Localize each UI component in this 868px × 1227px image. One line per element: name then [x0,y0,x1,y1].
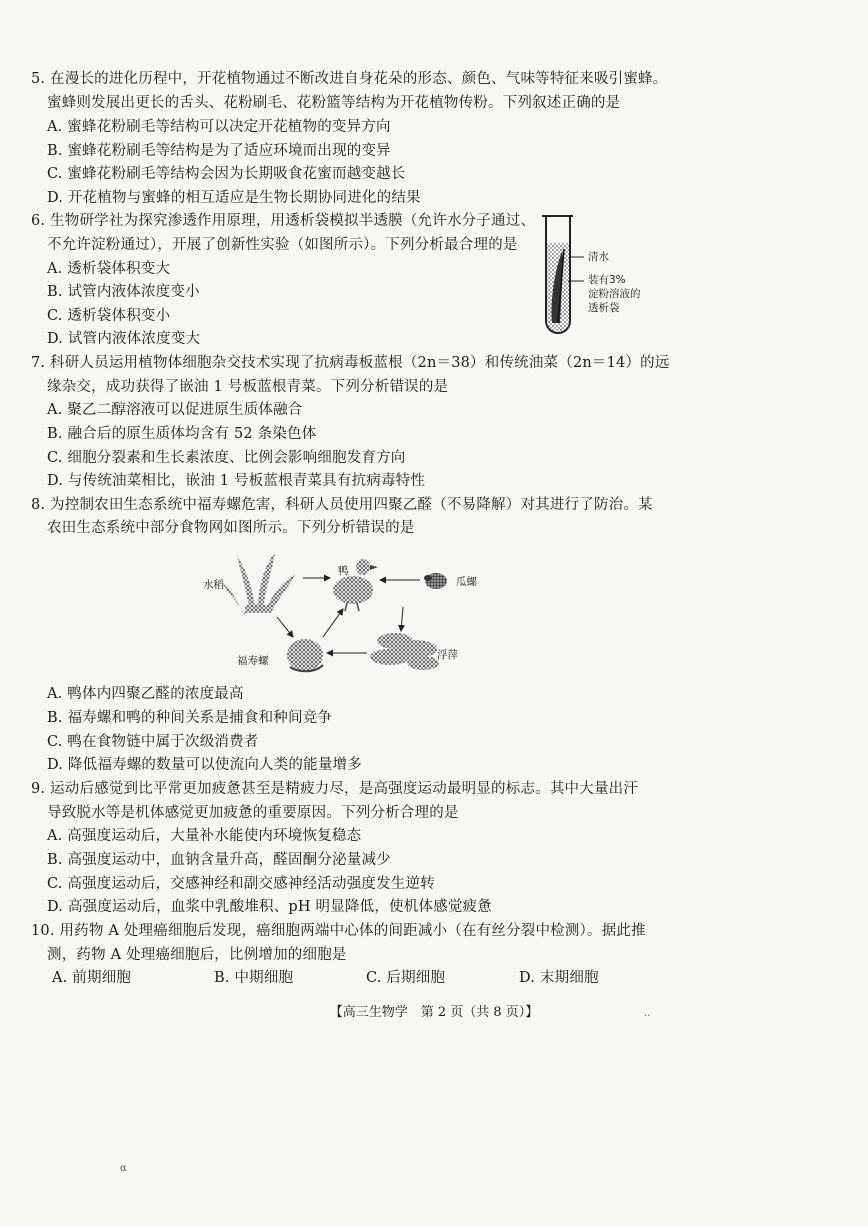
label-water: 清水 [588,251,609,263]
q7-option-b: B. 融合后的原生质体均含有 52 条染色体 [47,426,317,442]
q6-option-a: A. 透析袋体积变大 [47,261,171,277]
q7-option-d: D. 与传统油菜相比，嵌油 1 号板蓝根青菜具有抗病毒特性 [47,473,426,489]
q6-stem-line2: 不允许淀粉通过），开展了创新性实验（如图所示）。下列分析最合理的是 [47,237,518,253]
q9-option-c: C. 高强度运动后，交感神经和副交感神经活动强度发生逆转 [47,876,435,892]
arrow-rice-to-snail [277,617,293,637]
q5-option-c: C. 蜜蜂花粉刷毛等结构会因为长期吸食花蜜而越变越长 [47,166,406,182]
label-duckweed: 浮萍 [437,649,458,661]
label-snail: 福寿螺 [237,655,269,667]
q10-option-d: D. 末期细胞 [519,970,599,986]
q9-option-a: A. 高强度运动后，大量补水能使内环境恢复稳态 [47,828,362,844]
q5-stem-line2: 蜜蜂则发展出更长的舌头、花粉刷毛、花粉篮等结构为开花植物传粉。下列叙述正确的是 [47,95,621,111]
label-duck: 鸭 [338,565,349,577]
q9-option-b: B. 高强度运动中，血钠含量升高，醛固酮分泌量减少 [47,852,391,868]
q6-option-c: C. 透析袋体积变小 [47,308,171,324]
q8-option-a: A. 鸭体内四聚乙醛的浓度最高 [47,686,244,702]
q10-stem-line2: 测，药物 A 处理癌细胞后，比例增加的细胞是 [47,947,347,963]
q8-option-d: D. 降低福寿螺的数量可以使流向人类的能量增多 [47,757,362,773]
arrow-duckweed-to-duck [401,607,403,631]
q7-option-a: A. 聚乙二醇溶液可以促进原生质体融合 [47,402,303,418]
scan-mark-bottom: α [120,1163,127,1174]
q8-option-b: B. 福寿螺和鸭的种间关系是捕食和种间竞争 [47,710,333,726]
q7-stem-line1: 7. 科研人员运用植物体细胞杂交技术实现了抗病毒板蓝根（2n＝38）和传统油菜（2n＝14）的远 [31,355,670,371]
scan-mark-right: .. [644,1008,651,1019]
q6-option-d: D. 试管内液体浓度变大 [47,331,201,347]
page-footer: 【高三生物学 第 2 页（共 8 页）】 [329,1005,539,1020]
q7-option-c: C. 细胞分裂素和生长素浓度、比例会影响细胞发育方向 [47,450,406,466]
q9-option-d: D. 高强度运动后，血浆中乳酸堆积、pH 明显降低，使机体感觉疲惫 [47,899,492,915]
q9-stem-line1: 9. 运动后感觉到比平常更加疲惫甚至是精疲力尽，是高强度运动最明显的标志。其中大量出汗 [31,781,639,797]
q6-option-b: B. 试管内液体浓度变小 [47,284,200,300]
label-bag-line2: 淀粉溶液的 [588,288,641,300]
label-melon-bug: 瓜螺 [456,576,477,588]
q10-option-a: A. 前期细胞 [52,970,132,986]
q8-stem-line1: 8. 为控制农田生态系统中福寿螺危害，科研人员使用四聚乙醛（不易降解）对其进行了防治。某 [31,497,653,513]
label-bag-line3: 透析袋 [588,302,620,314]
arrow-snail-to-duck [323,609,343,637]
q5-stem-line1: 5. 在漫长的进化历程中，开花植物通过不断改进自身花朵的形态、颜色、气味等特征来吸引蜜蜂。 [31,71,668,87]
q5-option-a: A. 蜜蜂花粉刷毛等结构可以决定开花植物的变异方向 [47,119,391,135]
q10-stem-line1: 10. 用药物 A 处理癌细胞后发现，癌细胞两端中心体的间距减小（在有丝分裂中检测）。据此推 [31,923,646,939]
q8-option-c: C. 鸭在食物链中属于次级消费者 [47,734,259,750]
q9-stem-line2: 导致脱水等是机体感觉更加疲惫的重要原因。下列分析合理的是 [47,805,459,821]
melon-bug-image [424,573,447,589]
q5-option-b: B. 蜜蜂花粉刷毛等结构是为了适应环境而出现的变异 [47,143,391,159]
label-rice: 水稻 [203,579,224,591]
q10-option-b: B. 中期细胞 [214,970,294,986]
q5-option-d: D. 开花植物与蜜蜂的相互适应是生物长期协同进化的结果 [47,190,421,206]
label-bag-line1: 装有3% [588,274,626,286]
rice-plant-image [220,553,295,615]
q6-stem-line1: 6. 生物研学社为探究渗透作用原理，用透析袋模拟半透膜（允许水分子通过、 [31,213,536,229]
q7-stem-line2: 缘杂交，成功获得了嵌油 1 号板蓝根青菜。下列分析错误的是 [47,379,449,395]
q10-option-c: C. 后期细胞 [366,970,446,986]
q8-stem-line2: 农田生态系统中部分食物网如图所示。下列分析错误的是 [47,520,415,536]
duckweed-image [370,633,439,670]
snail-image [287,639,323,671]
